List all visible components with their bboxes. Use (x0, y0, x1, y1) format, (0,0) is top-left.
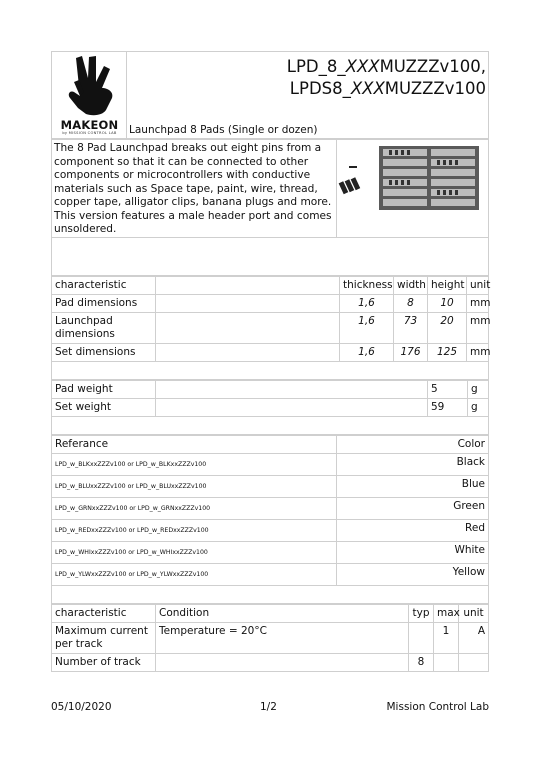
datasheet (51, 51, 489, 672)
table-row: Maximum current per track Temperature = 20°C 1 A (52, 622, 489, 653)
elec-header-typ: typ (409, 604, 434, 622)
footer-date: 05/10/2020 (51, 701, 112, 713)
product-code-title: LPD_8_XXXMUZZZv100, LPDS8_XXXMUZZZv100 (286, 57, 486, 98)
header-table (51, 51, 489, 139)
launchpad-board-image (337, 140, 489, 222)
elec-header-characteristic: characteristic (52, 604, 156, 622)
hand-gesture-icon (52, 52, 127, 118)
logo-byline: by MISSION CONTROL LAB (62, 131, 117, 135)
weights-table (51, 380, 489, 435)
makeon-logo (52, 52, 127, 138)
title-cell (127, 52, 489, 139)
table-row: LPD_w_REDxxZZZv100 or LPD_w_REDxxZZZv100 Red (52, 519, 489, 541)
table-row: Set dimensions 1,6 176 125 mm (52, 343, 489, 361)
ref-header: Referance (52, 435, 337, 453)
dim-header-characteristic: characteristic (52, 276, 156, 294)
dim-header-height: height (428, 276, 467, 294)
dim-header-width: width (394, 276, 428, 294)
dim-header-unit: unit (467, 276, 489, 294)
table-row: Pad dimensions 1,6 8 10 mm (52, 294, 489, 312)
blank-row (52, 237, 489, 275)
elec-header-max: max (434, 604, 459, 622)
table-row: LPD_w_GRNxxZZZv100 or LPD_w_GRNxxZZZv100 Green (52, 497, 489, 519)
table-row: Pad weight 5 g (52, 380, 489, 398)
logo-cell (52, 52, 127, 139)
footer-page-number: 1/2 (260, 701, 277, 713)
elec-header-unit: unit (459, 604, 489, 622)
product-description: The 8 Pad Launchpad breaks out eight pins from a component so that it can be connected to other components or microcontrollers with conductive materials such as Space tape, paint, wire, thread, copper tape, alligator clips, banana plugs and more. This version features a male header port and comes unsoldered. (52, 140, 337, 238)
product-subtitle: Launchpad 8 Pads (Single or dozen) (129, 124, 318, 136)
electrical-table (51, 604, 489, 672)
table-row: Set weight 59 g (52, 398, 489, 416)
table-row: Number of track 8 (52, 653, 489, 671)
table-row: Launchpad dimensions 1,6 73 20 mm (52, 312, 489, 343)
table-row: LPD_w_BLUxxZZZv100 or LPD_w_BLUxxZZZv100 Blue (52, 475, 489, 497)
dimensions-table (51, 276, 489, 380)
footer-organization: Mission Control Lab (386, 701, 489, 713)
elec-header-condition: Condition (156, 604, 409, 622)
description-table (51, 139, 489, 276)
product-image (337, 140, 489, 238)
logo-wordmark: MAKEON (60, 118, 119, 132)
reference-table (51, 435, 489, 604)
table-row: LPD_w_YLWxxZZZv100 or LPD_w_YLWxxZZZv100 Yellow (52, 563, 489, 585)
table-row: LPD_w_BLKxxZZZv100 or LPD_w_BLKxxZZZv100 Black (52, 453, 489, 475)
table-row: LPD_w_WHIxxZZZv100 or LPD_w_WHIxxZZZv100 White (52, 541, 489, 563)
dim-header-thickness: thickness (340, 276, 394, 294)
color-header: Color (337, 435, 489, 453)
